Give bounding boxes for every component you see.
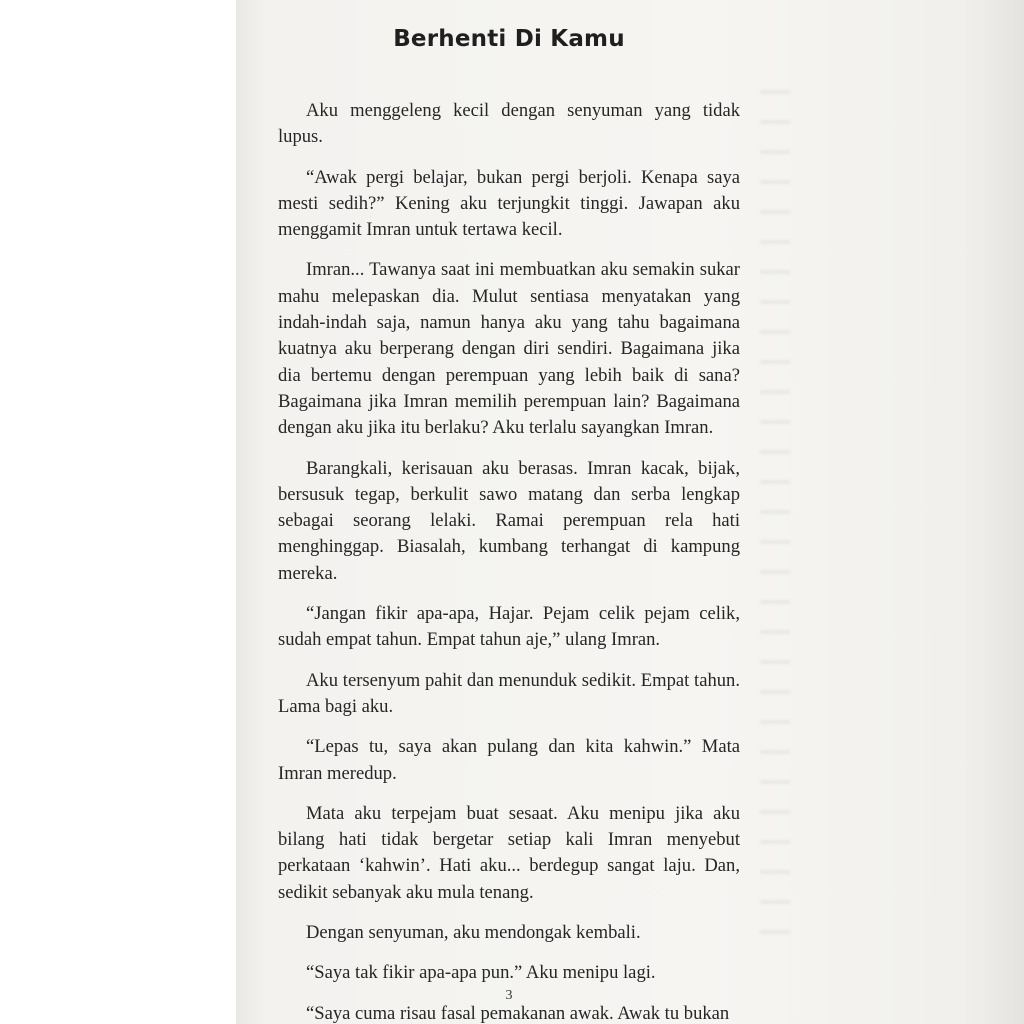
paragraph: “Jangan fikir apa-apa, Hajar. Pejam celik pejam celik, sudah empat tahun. Empat tahun aje,” ulang Imran. bbox=[278, 603, 740, 651]
paragraph: “Awak pergi belajar, bukan pergi berjoli. Kenapa saya mesti sedih?” Kening aku terjungkit tinggi. Jawapan aku menggamit Imran untuk tertawa kecil. bbox=[278, 166, 740, 241]
page-content bbox=[278, 0, 740, 1024]
paragraph: Barangkali, kerisauan aku berasas. Imran kacak, bijak, bersusuk tegap, berkulit sawo matang dan serba lengkap sebagai seorang lelaki. Ramai perempuan rela hati menghinggap. Biasalah, kumbang terhangat di kampung mereka. bbox=[278, 457, 740, 584]
paragraph: Aku tersenyum pahit dan menunduk sedikit. Empat tahun. Lama bagi aku. bbox=[278, 669, 740, 717]
paragraph: “Saya cuma risau fasal pemakanan awak. Awak tu bukan bbox=[306, 1002, 730, 1024]
paragraph: Imran... Tawanya saat ini membuatkan aku semakin sukar mahu melepaskan dia. Mulut sentiasa menyatakan yang indah-indah saja, namun hanya aku yang tahu bagaimana kuatnya aku berperang dengan diri sendiri. Bagaimana jika dia bertemu dengan perempuan yang lebih baik di sana? Bagaimana jika Imran memilih perempuan lain? Bagaimana dengan aku jika itu berlaku? Aku terlalu sayangkan Imran. bbox=[278, 259, 740, 439]
page-number: 3 bbox=[505, 988, 513, 1003]
paragraph: Mata aku terpejam buat sesaat. Aku menipu jika aku bilang hati tidak bergetar setiap kali Imran menyebut perkataan ‘kahwin’. Hati aku... berdegup sangat laju. Dan, sedikit sebanyak aku mula tenang. bbox=[278, 802, 740, 903]
paragraph: “Lepas tu, saya akan pulang dan kita kahwin.” Mata Imran meredup. bbox=[278, 736, 740, 784]
paragraph: “Saya tak fikir apa-apa pun.” Aku menipu lagi. bbox=[306, 962, 656, 984]
paragraph: Dengan senyuman, aku mendongak kembali. bbox=[306, 922, 641, 944]
body-text bbox=[278, 98, 740, 1024]
chapter-title: Berhenti Di Kamu bbox=[393, 26, 625, 52]
paragraph: Aku menggeleng kecil dengan senyuman yang tidak lupus. bbox=[278, 100, 740, 148]
facing-page-bleed bbox=[760, 90, 790, 960]
